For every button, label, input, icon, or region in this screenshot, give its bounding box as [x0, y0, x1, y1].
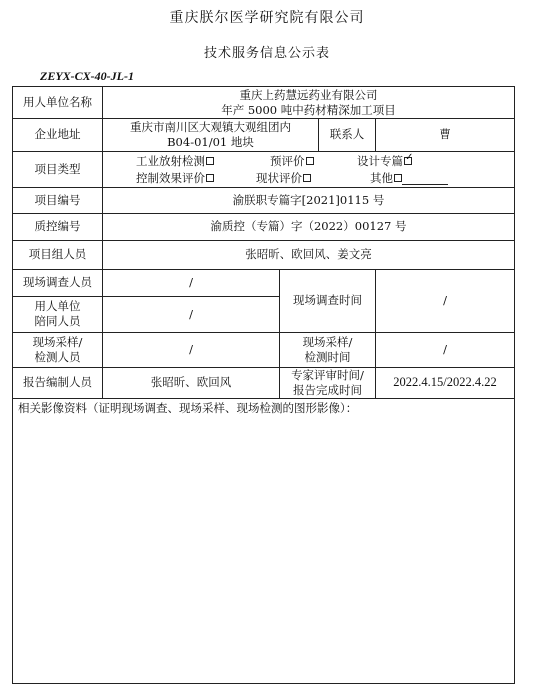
option-control-effect[interactable]	[136, 170, 214, 186]
employer-label: 用人单位名称	[23, 95, 92, 109]
report-staff-label: 报告编制人员	[23, 375, 92, 389]
sampling-staff-label-line-1: 现场采样/	[32, 334, 83, 349]
option-label: 预评价	[270, 154, 305, 168]
report-staff-value: 张昭昕、欧回风	[150, 375, 232, 389]
sampling-time-label-line-1: 现场采样/	[302, 334, 353, 349]
accompany-label-line-2: 陪同人员	[34, 314, 81, 328]
address-label: 企业地址	[34, 127, 81, 141]
employer-name: 重庆上药慧远药业有限公司	[239, 87, 378, 102]
accompany-label	[13, 296, 102, 332]
project-number-value: 渝朕职专篇字[2021]0115 号	[232, 192, 385, 207]
option-label: 控制效果评价	[136, 171, 205, 185]
option-label: 现状评价	[256, 171, 302, 185]
contact-value: 曹	[439, 127, 451, 141]
checkbox-checked-icon[interactable]	[404, 157, 412, 165]
survey-time-label: 现场调查时间	[293, 293, 362, 307]
survey-time-value: /	[443, 293, 447, 307]
option-label: 其他	[370, 171, 393, 185]
checkbox-icon[interactable]	[394, 174, 402, 182]
checkbox-icon[interactable]	[303, 174, 311, 182]
sampling-time-label-line-2: 检测时间	[304, 349, 351, 364]
accompany-value: /	[189, 306, 193, 321]
option-status-evaluation[interactable]	[256, 170, 311, 186]
employer-value	[103, 87, 514, 118]
project-number-label: 项目编号	[34, 192, 81, 207]
checkbox-icon[interactable]	[206, 157, 214, 165]
survey-staff-label: 现场调查人员	[23, 275, 92, 289]
review-time-value: 2022.4.15/2022.4.22	[393, 375, 497, 389]
sampling-staff-label-line-2: 检测人员	[34, 349, 81, 364]
address-line-1: 重庆市南川区大观镇大观组团内	[130, 119, 291, 134]
option-label: 设计专篇	[357, 154, 403, 168]
sampling-staff-value: /	[189, 342, 193, 356]
company-name: 重庆朕尔医学研究院有限公司	[169, 10, 365, 26]
accompany-label-line-1: 用人单位	[34, 299, 81, 313]
sampling-staff-label	[13, 332, 102, 367]
qc-number-value: 渝质控（专篇）字（2022）00127 号	[210, 219, 407, 233]
address-value	[103, 118, 318, 151]
photo-section-label: 相关影像资料（证明现场调查、现场采样、现场检测的图形影像）：	[18, 401, 358, 415]
address-line-2: B04-01/01 地块	[167, 134, 254, 149]
option-industrial-radiation[interactable]	[136, 153, 214, 169]
checkbox-icon[interactable]	[206, 174, 214, 182]
form-title: 技术服务信息公示表	[203, 46, 330, 61]
option-pre-evaluation[interactable]	[270, 153, 314, 169]
project-name: 年产 5000 吨中药材精深加工项目	[221, 102, 396, 117]
option-design-special[interactable]	[357, 153, 412, 169]
review-time-label	[280, 367, 375, 398]
review-time-label-line-2: 报告完成时间	[293, 382, 362, 397]
sampling-time-value: /	[443, 342, 447, 356]
sampling-time-label	[280, 332, 375, 367]
team-label: 项目组人员	[28, 247, 87, 261]
document-number: ZEYX-CX-40-JL-1	[40, 69, 134, 83]
contact-label: 联系人	[329, 127, 365, 141]
option-other[interactable]	[370, 170, 448, 186]
other-blank-line	[402, 173, 448, 185]
qc-number-label: 质控编号	[34, 219, 81, 233]
team-value: 张昭昕、欧回风、姜文亮	[245, 247, 372, 261]
review-time-label-line-1: 专家评审时间/	[291, 367, 364, 382]
survey-staff-value: /	[189, 275, 193, 289]
option-label: 工业放射检测	[136, 154, 205, 168]
info-table	[12, 86, 515, 684]
project-type-label: 项目类型	[34, 161, 81, 176]
checkbox-icon[interactable]	[306, 157, 314, 165]
